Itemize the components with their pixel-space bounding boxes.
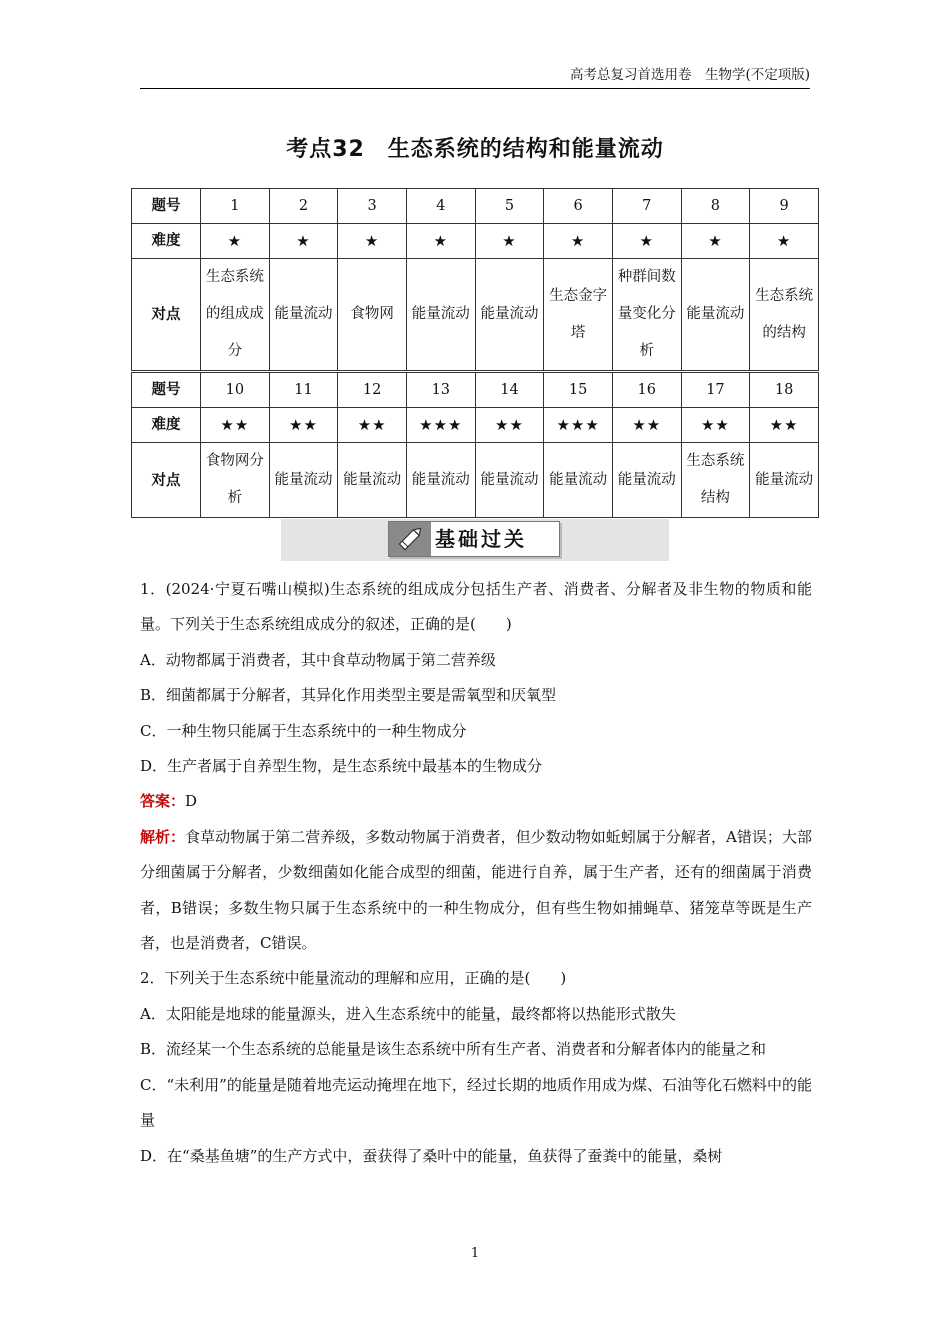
question-2-option-a: A．太阳能是地球的能量源头，进入生态系统中的能量，最终都将以热能形式散失 — [140, 1004, 676, 1023]
star-rating: ★ — [406, 224, 475, 259]
star-rating: ★ — [681, 224, 750, 259]
star-rating: ★★ — [338, 408, 407, 443]
table-cell: 10 — [201, 372, 270, 408]
topic-cell: 食物网 — [338, 259, 407, 372]
star-rating: ★ — [269, 224, 338, 259]
topic-cell: 能量流动 — [269, 259, 338, 372]
table-cell: 8 — [681, 189, 750, 224]
star-rating: ★ — [544, 224, 613, 259]
table-row — [132, 372, 819, 408]
star-rating: ★★ — [750, 408, 819, 443]
table-cell: 9 — [750, 189, 819, 224]
question-content — [140, 572, 812, 1174]
question-2-option-d: D．在“桑基鱼塘”的生产方式中，蚕获得了桑叶中的能量，鱼获得了蚕粪中的能量，桑树 — [140, 1146, 723, 1165]
topic-cell: 食物网分析 — [201, 443, 270, 518]
row-label-number: 题号 — [132, 189, 201, 224]
star-rating: ★★ — [612, 408, 681, 443]
question-1-option-d: D．生产者属于自养型生物，是生态系统中最基本的生物成分 — [140, 757, 543, 776]
topic-cell: 能量流动 — [269, 443, 338, 518]
page-title: 考点32 生态系统的结构和能量流动 — [286, 137, 664, 162]
table-cell: 15 — [544, 372, 613, 408]
star-rating: ★★★ — [406, 408, 475, 443]
table-cell: 18 — [750, 372, 819, 408]
star-rating: ★ — [475, 224, 544, 259]
row-label-difficulty: 难度 — [132, 224, 201, 259]
star-rating: ★★ — [201, 408, 270, 443]
question-1-answer — [140, 784, 812, 819]
header-text: 高考总复习首选用卷 生物学(不定项版) — [569, 67, 810, 83]
topic-cell: 能量流动 — [681, 259, 750, 372]
table-cell: 11 — [269, 372, 338, 408]
table-row — [132, 224, 819, 259]
pencil-icon — [389, 522, 431, 556]
topic-cell: 能量流动 — [338, 443, 407, 518]
table-cell: 14 — [475, 372, 544, 408]
star-rating: ★ — [612, 224, 681, 259]
star-rating: ★★ — [681, 408, 750, 443]
table-row — [132, 408, 819, 443]
topic-cell: 能量流动 — [475, 259, 544, 372]
explanation-text: 食草动物属于第二营养级，多数动物属于消费者，但少数动物如蚯蚓属于分解者，A错误；大部分细菌属于分解者，少数细菌如化能合成型的细菌，能进行自养，属于生产者，还有的细菌属于消费者，B错误；多数生物只属于生态系统中的一种生物成分，但有些生物如捕蝇草、猪笼草等既是生产者，也是消费者，C错误。 — [140, 827, 812, 953]
page-number: 1 — [470, 1246, 480, 1261]
answer-value: D — [185, 792, 198, 811]
question-2-option-b: B．流经某一个生态系统的总能量是该生态系统中所有生产者、消费者和分解者体内的能量之和 — [140, 1040, 767, 1059]
table-cell: 13 — [406, 372, 475, 408]
table-cell: 1 — [201, 189, 270, 224]
star-rating: ★ — [750, 224, 819, 259]
table-cell: 17 — [681, 372, 750, 408]
table-cell: 2 — [269, 189, 338, 224]
row-label-difficulty: 难度 — [132, 408, 201, 443]
topic-cell: 能量流动 — [544, 443, 613, 518]
table-cell: 6 — [544, 189, 613, 224]
question-2-option-c: C．“未利用”的能量是随着地壳运动掩埋在地下，经过长期的地质作用成为煤、石油等化石燃料中的能量 — [140, 1075, 812, 1130]
table-cell: 16 — [612, 372, 681, 408]
row-label-topic: 对点 — [132, 259, 201, 372]
star-rating: ★★★ — [544, 408, 613, 443]
topic-cell: 生态系统的组成成分 — [201, 259, 270, 372]
star-rating: ★ — [338, 224, 407, 259]
section-title: 基础过关 — [435, 527, 527, 551]
question-1-option-b: B．细菌都属于分解者，其异化作用类型主要是需氧型和厌氧型 — [140, 686, 557, 705]
topic-cell: 能量流动 — [612, 443, 681, 518]
row-label-number: 题号 — [132, 372, 201, 408]
table-row — [132, 189, 819, 224]
page-header — [140, 62, 810, 89]
section-banner-box — [388, 521, 560, 557]
table-cell: 12 — [338, 372, 407, 408]
table-cell: 4 — [406, 189, 475, 224]
table-cell: 7 — [612, 189, 681, 224]
row-label-topic: 对点 — [132, 443, 201, 518]
explanation-label: 解析： — [140, 827, 186, 846]
answer-label: 答案： — [140, 792, 186, 811]
table-cell: 5 — [475, 189, 544, 224]
star-rating: ★ — [201, 224, 270, 259]
question-1-explanation — [140, 820, 812, 962]
topic-cell: 能量流动 — [750, 443, 819, 518]
question-1-option-c: C．一种生物只能属于生态系统中的一种生物成分 — [140, 721, 467, 740]
question-1-stem: 1．(2024·宁夏石嘴山模拟)生态系统的组成成分包括生产者、消费者、分解者及非生物的物质和能量。下列关于生态系统组成成分的叙述，正确的是( ) — [140, 580, 812, 634]
topic-cell: 生态系统的结构 — [750, 259, 819, 372]
question-2-stem: 2．下列关于生态系统中能量流动的理解和应用，正确的是( ) — [140, 969, 567, 988]
topic-cell: 能量流动 — [475, 443, 544, 518]
table-row — [132, 443, 819, 518]
difficulty-table — [131, 188, 819, 518]
section-banner — [281, 519, 669, 561]
table-row — [132, 259, 819, 372]
star-rating: ★★ — [475, 408, 544, 443]
question-1-option-a: A．动物都属于消费者，其中食草动物属于第二营养级 — [140, 650, 496, 669]
table-cell: 3 — [338, 189, 407, 224]
topic-cell: 种群间数量变化分析 — [612, 259, 681, 372]
topic-cell: 生态系统结构 — [681, 443, 750, 518]
topic-cell: 能量流动 — [406, 443, 475, 518]
topic-cell: 能量流动 — [406, 259, 475, 372]
star-rating: ★★ — [269, 408, 338, 443]
topic-cell: 生态金字塔 — [544, 259, 613, 372]
